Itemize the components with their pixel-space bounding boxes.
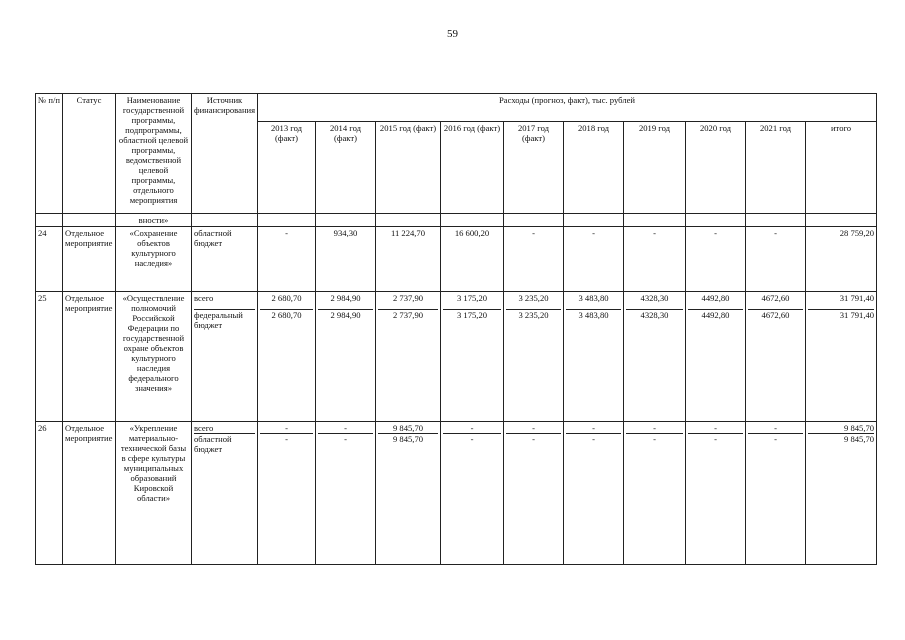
row-num: 24 [36,227,63,292]
value-cell [504,422,564,565]
value: - [285,423,288,433]
header-year: 2020 год [686,122,746,214]
value: 2 984,90 [330,293,361,303]
value-cell [806,227,877,292]
value: - [260,433,313,444]
value: 4328,30 [640,293,669,303]
value: 4492,80 [701,293,730,303]
row-name: «Укрепление материально-технической базы в сфере культуры муниципальных образований Кировской области» [116,422,192,565]
value: - [653,228,656,238]
header-year: 2021 год [746,122,806,214]
value-cell [258,422,316,565]
value: 3 175,20 [456,293,488,303]
table-row [36,227,877,292]
value: - [592,423,595,433]
value-cell [376,422,441,565]
value-cell [746,422,806,565]
value-cell [564,292,624,422]
value-cell [564,422,624,565]
value-cell [504,227,564,292]
value-cell [258,292,316,422]
value: - [653,423,656,433]
value-cell [441,292,504,422]
value-cell [504,292,564,422]
value: - [626,433,683,444]
value-cell [258,227,316,292]
value: 3 175,20 [443,309,501,320]
value-cell [316,227,376,292]
row-status: Отдельное мероприятие [63,422,116,565]
value-cell [376,227,441,292]
row-name: «Осуществление полномочий Российской Федерации по государственной охране объектов культурного наследия федерального значения» [116,292,192,422]
value: 28 759,20 [839,228,875,238]
value: - [443,433,501,444]
value: 3 483,80 [578,293,609,303]
value: 4672,60 [748,309,803,320]
header-source: Источник финансирования [192,94,258,214]
header-year: 2013 год (факт) [258,122,316,214]
row-source [192,292,258,422]
value: - [714,423,717,433]
value-cell [376,292,441,422]
page-number: 59 [447,28,458,40]
value: - [688,433,743,444]
value: 16 600,20 [454,228,490,238]
header-name: Наименование государственной программы, подпрограммы, областной целевой программы, ведомственной целевой программы, отдельного мероприятия [116,94,192,214]
value-cell [806,422,877,565]
header-expenses: Расходы (прогноз, факт), тыс. рублей [258,94,877,122]
value: - [592,228,595,238]
value-cell [624,227,686,292]
header-year: 2015 год (факт) [376,122,441,214]
value: - [532,423,535,433]
value: - [344,423,347,433]
value: 31 791,40 [808,309,874,320]
row-num: 26 [36,422,63,565]
header-year: 2014 год (факт) [316,122,376,214]
expenses-table [35,93,877,565]
value: 2 737,90 [378,309,438,320]
continuation-cell [36,214,63,227]
value: - [774,228,777,238]
value: 9 845,70 [844,423,875,433]
source-line: всего [194,423,214,433]
value: 934,30 [333,228,358,238]
value: - [566,433,621,444]
row-num: 25 [36,292,63,422]
value-cell [686,292,746,422]
header-year: 2016 год (факт) [441,122,504,214]
value: - [748,433,803,444]
value: 2 680,70 [260,309,313,320]
value: 31 791,40 [839,293,875,303]
value: 2 737,90 [392,293,424,303]
value-cell [686,227,746,292]
value: 4492,80 [688,309,743,320]
value-cell [746,227,806,292]
row-source [192,422,258,565]
value: 4328,30 [626,309,683,320]
row-status: Отдельное мероприятие [63,227,116,292]
row-status: Отдельное мероприятие [63,292,116,422]
value-cell [686,422,746,565]
value: 4672,60 [761,293,790,303]
name-tail: вности» [116,214,192,227]
header-status: Статус [63,94,116,214]
value: 9 845,70 [808,433,874,444]
header-year: 2017 год (факт) [504,122,564,214]
value-cell [806,292,877,422]
value: - [470,423,474,433]
source-line: федеральный бюджет [194,309,255,330]
value-cell [624,292,686,422]
value-cell [441,422,504,565]
table-row [36,292,877,422]
row-source [192,227,258,292]
table-row [36,422,877,565]
value: 9 845,70 [392,423,424,433]
value: 2 984,90 [318,309,373,320]
value: 2 680,70 [271,293,302,303]
header-year: 2019 год [624,122,686,214]
value-cell [441,227,504,292]
value: 3 235,20 [518,293,549,303]
value: - [506,433,561,444]
header-year: 2018 год [564,122,624,214]
value-cell [316,422,376,565]
source-line: всего [194,293,214,303]
row-name: «Сохранение объектов культурного наследия» [116,227,192,292]
source-line: областной бюджет [194,228,232,248]
value-cell [564,227,624,292]
value: - [532,228,535,238]
value-cell [746,292,806,422]
value-cell [316,292,376,422]
value: 9 845,70 [378,433,438,444]
value: 3 483,80 [566,309,621,320]
value-cell [624,422,686,565]
value: 11 224,70 [390,228,426,238]
value: - [318,433,373,444]
value: - [714,228,717,238]
header-year: итого [806,122,877,214]
value: - [774,423,777,433]
source-line: областной бюджет [194,433,255,454]
value: - [285,228,288,238]
value: 3 235,20 [506,309,561,320]
header-num: № п/п [36,94,63,214]
